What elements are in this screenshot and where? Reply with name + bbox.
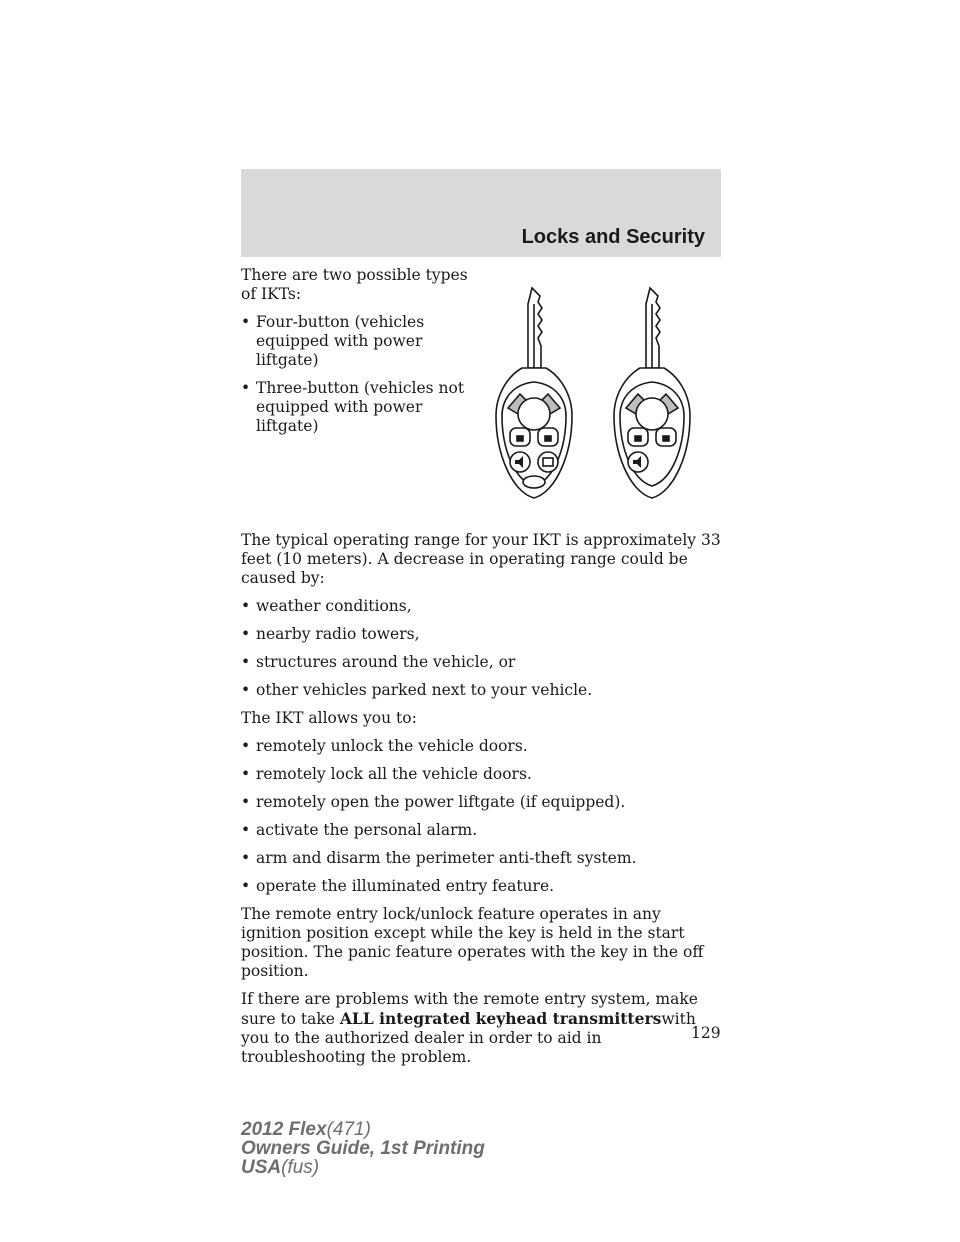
page-number: 129 <box>691 1024 721 1042</box>
intro-block <box>241 266 471 436</box>
list-item: • nearby radio towers, <box>241 625 420 643</box>
bullet-icon: • <box>241 849 251 867</box>
four-button-key-illustration <box>496 288 572 498</box>
bullet-icon: • <box>241 597 251 615</box>
emphasis-text: ALL integrated keyhead transmitters <box>339 1009 662 1028</box>
main-text <box>241 531 721 1067</box>
intro-text: There are two possible types of IKTs: <box>241 266 468 303</box>
list-item: • arm and disarm the perimeter anti-theft system. <box>241 849 637 867</box>
bullet-icon: • <box>241 821 251 839</box>
print-footer: 2012 Flex(471) Owners Guide, 1st Printing USA(fus) <box>241 1119 485 1178</box>
allows-text: The IKT allows you to: <box>241 709 417 727</box>
bullet-icon: • <box>241 793 251 811</box>
three-button-key-illustration <box>614 288 690 498</box>
list-item: • Four-button (vehicles equipped with power liftgate) <box>241 313 425 369</box>
bullet-icon: • <box>241 653 251 671</box>
keyhead-transmitters-illustration <box>488 284 720 510</box>
list-item: • Three-button (vehicles not equipped with power liftgate) <box>241 379 465 435</box>
list-item: • operate the illuminated entry feature. <box>241 877 555 895</box>
range-text: The typical operating range for your IKT is approximately 33 feet (10 meters). A decrease in operating range could be caused by: <box>241 531 721 587</box>
bullet-icon: • <box>241 877 251 895</box>
bullet-icon: • <box>241 625 251 643</box>
list-item: • structures around the vehicle, or <box>241 653 516 671</box>
bullet-icon: • <box>241 765 251 783</box>
list-item: • remotely open the power liftgate (if equipped). <box>241 793 626 811</box>
bullet-icon: • <box>241 313 251 331</box>
remote-entry-text: The remote entry lock/unlock feature operates in any ignition position except while the key is held in the start position. The panic feature operates with the key in the off position. <box>241 905 704 980</box>
section-header-bar <box>241 169 721 257</box>
list-item: • activate the personal alarm. <box>241 821 478 839</box>
problems-paragraph: If there are problems with the remote entry system, make sure to take ALL integrated keyhead transmitterswith you to the authorized dealer in order to aid in troubleshooting the problem. <box>241 990 698 1066</box>
bullet-icon: • <box>241 681 251 699</box>
bullet-icon: • <box>241 737 251 755</box>
list-item: • remotely lock all the vehicle doors. <box>241 765 532 783</box>
bullet-icon: • <box>241 379 251 397</box>
list-item: • weather conditions, <box>241 597 412 615</box>
section-title: Locks and Security <box>521 226 705 248</box>
list-item: • other vehicles parked next to your vehicle. <box>241 681 593 699</box>
list-item: • remotely unlock the vehicle doors. <box>241 737 528 755</box>
